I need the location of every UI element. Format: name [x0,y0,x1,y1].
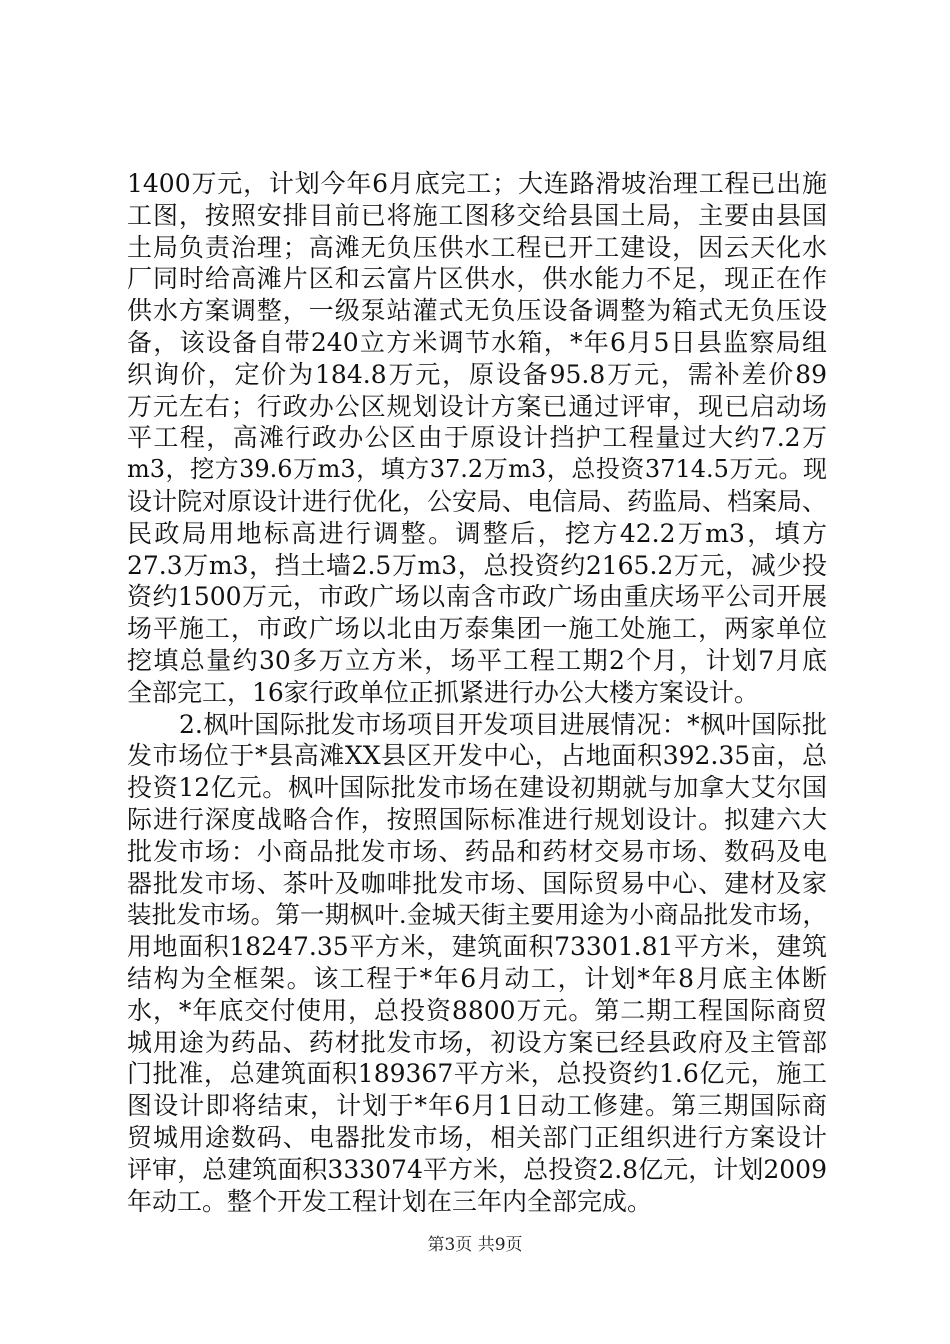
text-line: 27.3万m3，挡土墙2.5万m3，总投资约2165.2万元，减少投 [127,550,827,580]
text-line: 水，*年底交付使用，总投资8800万元。第二期工程国际商贸 [127,995,827,1025]
text-line: 批发市场：小商品批发市场、药品和药材交易市场、数码及电 [127,836,827,866]
text-line: 1400万元，计划今年6月底完工；大连路滑坡治理工程已出施 [127,169,827,198]
paragraph-1 [127,168,827,709]
text-line: m3，挖方39.6万m3，填方37.2万m3，总投资3714.5万元。现 [127,455,827,484]
text-line: 厂同时给高滩片区和云富片区供水，供水能力不足，现正在作 [127,264,827,294]
text-line: 用地面积18247.35平方米，建筑面积73301.81平方米，建筑 [127,932,827,962]
text-line: 城用途为药品、药材批发市场，初设方案已经县政府及主管部 [127,1027,827,1057]
text-line: 图设计即将结束，计划于*年6月1日动工修建。第三期国际商 [127,1091,827,1121]
text-line: 织询价，定价为184.8万元，原设备95.8万元，需补差价89 [127,359,827,389]
text-line: 工图，按照安排目前已将施工图移交给县国土局，主要由县国 [127,200,827,230]
text-line: 贸城用途数码、电器批发市场，相关部门正组织进行方案设计 [127,1122,827,1152]
text-line: 平工程，高滩行政办公区由于原设计挡护工程量过大约7.2万 [127,423,827,453]
text-line: 资约1500万元，市政广场以南含市政广场由重庆场平公司开展 [127,582,827,612]
text-line: 供水方案调整，一级泵站灌式无负压设备调整为箱式无负压设 [127,296,827,326]
text-line: 门批准，总建筑面积189367平方米，总投资约1.6亿元，施工 [127,1059,827,1089]
document-body [127,168,827,1217]
text-line: 民政局用地标高进行调整。调整后，挖方42.2万m3，填方 [127,518,827,548]
page-number-footer: 第3页 共9页 [427,1235,523,1255]
text-line: 挖填总量约30多万立方米，场平工程工期2个月，计划7月底 [127,645,827,675]
text-line: 装批发市场。第一期枫叶.金城天街主要用途为小商品批发市场， [127,900,827,930]
text-line: 场平施工，市政广场以北由万泰集团一施工处施工，两家单位 [127,614,827,644]
text-line: 评审，总建筑面积333074平方米，总投资2.8亿元，计划2009 [127,1154,827,1184]
text-line: 际进行深度战略合作，按照国际标准进行规划设计。拟建六大 [127,804,827,834]
text-line: 设计院对原设计进行优化，公安局、电信局、药监局、档案局、 [127,486,828,516]
text-line: 发市场位于*县高滩XX县区开发中心，占地面积392.35亩，总 [127,741,827,771]
text-line: 年动工。整个开发工程计划在三年内全部完成。 [127,1186,653,1216]
text-line: 全部完工，16家行政单位正抓紧进行办公大楼方案设计。 [127,677,759,707]
text-line: 结构为全框架。该工程于*年6月动工，计划*年8月底主体断 [127,963,827,993]
text-line: 2.枫叶国际批发市场项目开发项目进展情况：*枫叶国际批 [179,709,827,739]
text-line: 土局负责治理；高滩无负压供水工程已开工建设，因云天化水 [127,232,827,262]
text-line: 备，该设备自带240立方米调节水箱，*年6月5日县监察局组 [127,327,827,357]
text-line: 器批发市场、茶叶及咖啡批发市场、国际贸易中心、建材及家 [127,868,827,898]
text-line: 万元左右；行政办公区规划设计方案已通过评审，现已启动场 [127,391,827,421]
paragraph-2 [127,709,827,1218]
text-line: 投资12亿元。枫叶国际批发市场在建设初期就与加拿大艾尔国 [127,773,827,803]
